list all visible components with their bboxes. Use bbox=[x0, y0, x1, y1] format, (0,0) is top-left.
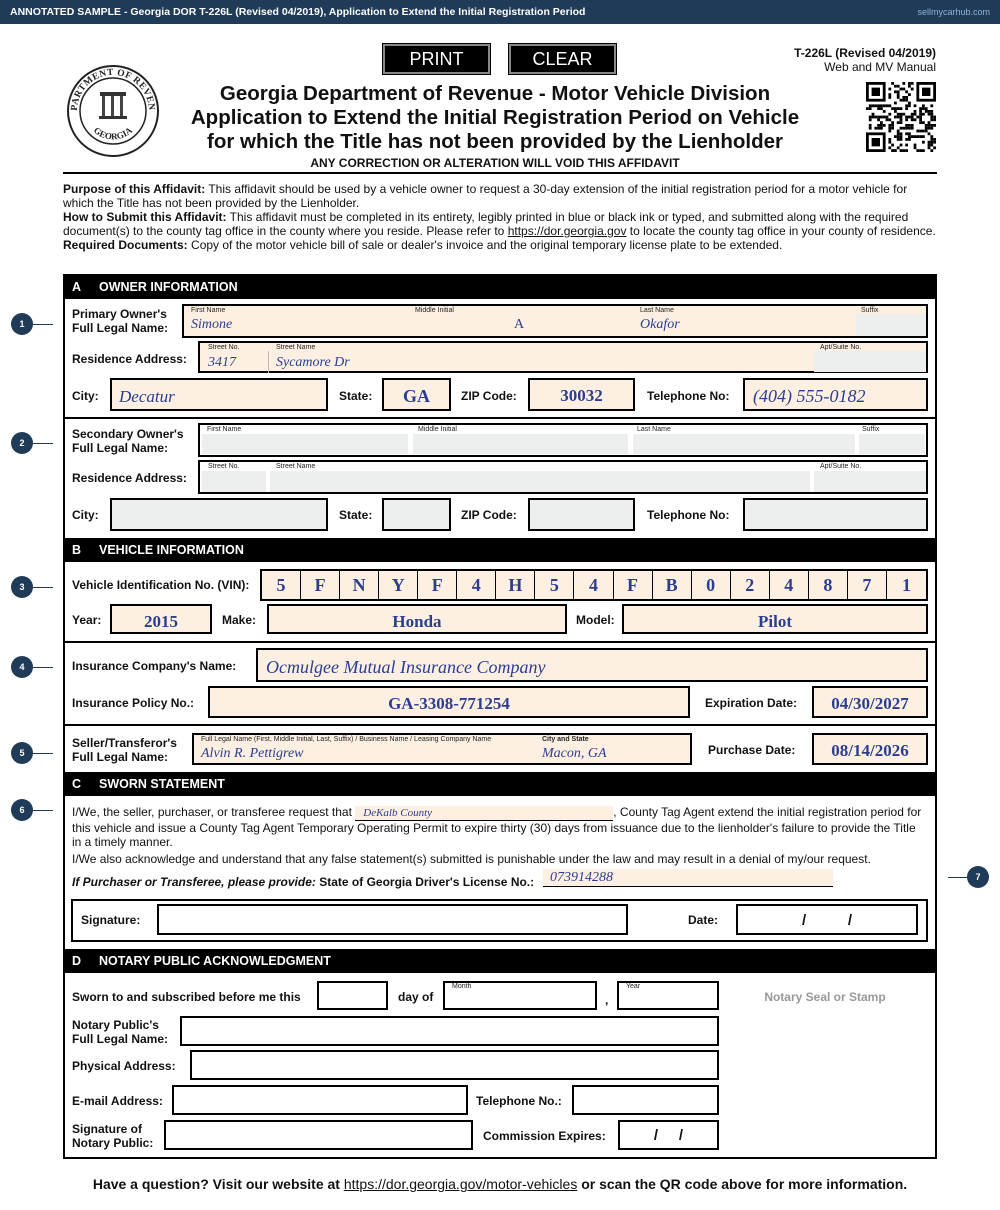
form-number: T-226L (Revised 04/2019) bbox=[794, 46, 936, 60]
commission-expires-label: Commission Expires: bbox=[483, 1129, 606, 1143]
insurance-policy-label: Insurance Policy No.: bbox=[72, 696, 195, 710]
secondary-state-label: State: bbox=[339, 508, 373, 522]
vin-character[interactable]: 4 bbox=[574, 571, 613, 599]
seller-name[interactable]: Alvin R. Pettigrew bbox=[201, 746, 304, 761]
vin-character[interactable]: H bbox=[496, 571, 535, 599]
docs-text: Copy of the motor vehicle bill of sale or dealer's invoice and the original temporary license plate to be extended. bbox=[187, 238, 783, 252]
purchase-date-field[interactable]: 08/14/2026 bbox=[812, 733, 928, 765]
svg-text:DEPARTMENT OF REVENUE: PARTMENT OF REVEN bbox=[69, 67, 157, 112]
motor-vehicles-link[interactable]: https://dor.georgia.gov/motor-vehicles bbox=[343, 1176, 578, 1192]
primary-state-field[interactable]: GA bbox=[382, 378, 451, 411]
primary-city-label: City: bbox=[72, 389, 99, 403]
primary-zip-label: ZIP Code: bbox=[461, 389, 517, 403]
secondary-telephone-field[interactable] bbox=[743, 498, 928, 531]
annotation-marker: 6 bbox=[11, 799, 33, 821]
svg-text:GEORGIA: GEORGIA bbox=[91, 125, 135, 142]
sworn-statement-text: I/We, the seller, purchaser, or transferee request that DeKalb County , County Tag Agent extend the initial registration period for this vehicle and issue a County Tag Agent Temporary Operating Permit to expire thirty (30) days from issuance due to the lienholder's failure to provide the Title in a timely manner. bbox=[72, 805, 922, 849]
section-d-header: D NOTARY PUBLIC ACKNOWLEDGMENT bbox=[63, 949, 937, 973]
annotation-marker: 3 bbox=[11, 576, 33, 598]
drivers-license-field[interactable]: 073914288 bbox=[543, 869, 833, 887]
clear-button[interactable]: CLEAR bbox=[509, 44, 616, 74]
divider bbox=[63, 724, 937, 726]
insurance-company-label: Insurance Company's Name: bbox=[72, 659, 237, 673]
model-field[interactable]: Pilot bbox=[622, 604, 928, 634]
primary-state-label: State: bbox=[339, 389, 373, 403]
expiration-date-label: Expiration Date: bbox=[705, 696, 798, 710]
expiration-date-field[interactable]: 04/30/2027 bbox=[812, 686, 928, 718]
primary-residence-label: Residence Address: bbox=[72, 352, 187, 366]
notary-seal-placeholder: Notary Seal or Stamp bbox=[764, 990, 886, 1004]
section-c-header: C SWORN STATEMENT bbox=[63, 772, 937, 796]
vin-field[interactable] bbox=[260, 569, 928, 601]
insurance-policy-field[interactable]: GA-3308-771254 bbox=[208, 686, 690, 718]
physical-address-label: Physical Address: bbox=[72, 1059, 176, 1073]
primary-apt-field[interactable] bbox=[814, 351, 926, 372]
intro-text bbox=[63, 182, 937, 252]
make-label: Make: bbox=[222, 613, 257, 627]
secondary-residence-field[interactable]: Street No. Street Name Apt/Suite No. bbox=[198, 460, 928, 494]
commission-expires-field[interactable]: / / bbox=[618, 1120, 719, 1150]
vin-character[interactable]: F bbox=[614, 571, 653, 599]
print-button[interactable]: PRINT bbox=[383, 44, 490, 74]
notary-telephone-label: Telephone No.: bbox=[476, 1094, 562, 1108]
email-label: E-mail Address: bbox=[72, 1094, 163, 1108]
secondary-zip-field[interactable] bbox=[528, 498, 635, 531]
acknowledgement-text: I/We also acknowledge and understand that any false statement(s) submitted is punishable under the law and may result in a denial of my/our request. bbox=[72, 852, 871, 866]
primary-city-field[interactable]: Decatur bbox=[110, 378, 328, 411]
submit-label: How to Submit this Affidavit: bbox=[63, 210, 227, 224]
vin-label: Vehicle Identification No. (VIN): bbox=[72, 578, 250, 592]
physical-address-field[interactable] bbox=[190, 1050, 719, 1080]
primary-zip-field[interactable]: 30032 bbox=[528, 378, 635, 411]
secondary-city-label: City: bbox=[72, 508, 99, 522]
qr-code bbox=[866, 82, 936, 152]
notary-day-field[interactable] bbox=[317, 981, 388, 1010]
day-of-label: day of bbox=[398, 990, 434, 1004]
seller-city-state[interactable]: Macon, GA bbox=[542, 746, 607, 761]
model-label: Model: bbox=[576, 613, 615, 627]
sworn-subscribed-label: Sworn to and subscribed before me this bbox=[72, 990, 301, 1004]
notary-name-field[interactable] bbox=[180, 1016, 719, 1046]
primary-telephone-field[interactable]: (404) 555-0182 bbox=[743, 378, 928, 411]
year-label: Year: bbox=[72, 613, 102, 627]
notary-signature-label: Signature of Notary Public: bbox=[72, 1122, 154, 1150]
secondary-zip-label: ZIP Code: bbox=[461, 508, 517, 522]
vin-character[interactable]: 1 bbox=[901, 575, 911, 595]
banner-title: ANNOTATED SAMPLE - Georgia DOR T-226L (Revised 04/2019), Application to Extend the Initial Registration Period bbox=[10, 6, 586, 18]
primary-street-no[interactable]: 3417 bbox=[208, 355, 236, 370]
footer-help-text: Have a question? Visit our website at https://dor.georgia.gov/motor-vehicles or scan the QR code above for more information. bbox=[92, 1176, 908, 1192]
signature-field[interactable] bbox=[157, 904, 628, 935]
vin-character[interactable]: F bbox=[418, 571, 457, 599]
submit-text: This affidavit must be completed in its entirety, legibly printed in blue or black ink or typed, and submitted along with the required document(s) to the county tag office in the county where you reside. Please refer to bbox=[63, 210, 909, 238]
annotation-marker: 1 bbox=[11, 313, 33, 335]
secondary-residence-label: Residence Address: bbox=[72, 471, 187, 485]
divider bbox=[63, 641, 937, 643]
date-label: Date: bbox=[688, 913, 719, 927]
form-subtitle: Web and MV Manual bbox=[824, 60, 936, 74]
vin-character[interactable]: 7 bbox=[848, 571, 887, 599]
vin-character[interactable]: 5 bbox=[262, 571, 301, 599]
primary-residence-field[interactable]: Street No. Street Name Apt/Suite No. 3417 Sycamore Dr bbox=[198, 341, 928, 373]
seller-label: Seller/Transferor's Full Legal Name: bbox=[72, 736, 177, 764]
banner-site-link[interactable]: sellmycarhub.com bbox=[917, 7, 990, 17]
secondary-telephone-label: Telephone No: bbox=[647, 508, 730, 522]
vin-character[interactable]: 2 bbox=[731, 571, 770, 599]
email-field[interactable] bbox=[172, 1085, 468, 1115]
primary-owner-name-field[interactable]: First Name Middle Initial Last Name Suffix Simone A Okafor bbox=[182, 304, 928, 338]
vin-character[interactable]: B bbox=[653, 571, 692, 599]
vin-character[interactable]: Y bbox=[379, 571, 418, 599]
vin-character[interactable]: 4 bbox=[457, 571, 496, 599]
secondary-owner-label: Secondary Owner's Full Legal Name: bbox=[72, 427, 184, 455]
secondary-state-field[interactable] bbox=[382, 498, 451, 531]
form-title-line-2: Application to Extend the Initial Registration Period on Vehicle bbox=[190, 106, 800, 129]
purchase-date-label: Purchase Date: bbox=[708, 743, 796, 757]
primary-middle-initial[interactable]: A bbox=[513, 317, 525, 332]
make-field[interactable]: Honda bbox=[267, 604, 567, 634]
primary-last-name[interactable]: Okafor bbox=[640, 317, 680, 332]
form-title-line-3: for which the Title has not been provided by the Lienholder bbox=[207, 130, 783, 153]
vin-character[interactable]: F bbox=[301, 571, 340, 599]
primary-telephone-label: Telephone No: bbox=[647, 389, 730, 403]
notary-month-field[interactable]: Month bbox=[443, 981, 597, 1010]
date-field[interactable]: / / bbox=[736, 904, 918, 935]
vin-character[interactable]: 0 bbox=[692, 571, 731, 599]
submit-text-end: to locate the county tag office in your county of residence. bbox=[626, 224, 936, 238]
year-field[interactable]: 2015 bbox=[110, 604, 212, 634]
dor-website-link[interactable]: https://dor.georgia.gov bbox=[507, 224, 627, 238]
annotation-marker: 2 bbox=[11, 432, 33, 454]
vin-character[interactable]: 4 bbox=[770, 571, 809, 599]
vin-character[interactable]: 5 bbox=[535, 571, 574, 599]
secondary-owner-name-field[interactable]: First Name Middle Initial Last Name Suffix bbox=[198, 423, 928, 457]
section-b-header: B VEHICLE INFORMATION bbox=[63, 538, 937, 562]
notary-year-field[interactable]: Year bbox=[617, 981, 719, 1010]
section-a-header: A OWNER INFORMATION bbox=[63, 275, 937, 299]
comma: , bbox=[605, 993, 609, 1007]
annotation-marker: 5 bbox=[11, 742, 33, 764]
form-title-line-1: Georgia Department of Revenue - Motor Vehicle Division bbox=[219, 82, 771, 105]
void-warning: ANY CORRECTION OR ALTERATION WILL VOID THIS AFFIDAVIT bbox=[310, 156, 680, 170]
primary-first-name[interactable]: Simone bbox=[191, 317, 233, 332]
primary-owner-label: Primary Owner's Full Legal Name: bbox=[72, 307, 169, 335]
drivers-license-label: If Purchaser or Transferee, please provide: State of Georgia Driver's License No.: bbox=[72, 875, 535, 889]
docs-label: Required Documents: bbox=[63, 238, 188, 252]
primary-street-name[interactable]: Sycamore Dr bbox=[276, 355, 350, 370]
vin-character[interactable]: 8 bbox=[809, 571, 848, 599]
vin-character[interactable]: N bbox=[340, 571, 379, 599]
county-field[interactable]: DeKalb County bbox=[355, 806, 613, 821]
primary-suffix-field[interactable] bbox=[856, 314, 926, 336]
annotation-marker: 4 bbox=[11, 656, 33, 678]
department-seal-logo bbox=[66, 64, 160, 158]
signature-label: Signature: bbox=[81, 913, 141, 927]
annotation-marker: 7 bbox=[967, 866, 989, 888]
notary-signature-field[interactable] bbox=[164, 1120, 473, 1150]
header-divider bbox=[63, 172, 937, 174]
divider bbox=[63, 417, 937, 419]
insurance-company-field[interactable]: Ocmulgee Mutual Insurance Company bbox=[256, 648, 928, 682]
seller-name-field[interactable]: Full Legal Name (First, Middle Initial, Last, Suffix) / Business Name / Leasing Company Name City and State Alvin R. Pettigrew Macon, GA bbox=[192, 733, 692, 765]
notary-telephone-field[interactable] bbox=[572, 1085, 719, 1115]
purpose-text: This affidavit should be used by a vehicle owner to request a 30-day extension of the initial registration period for a motor vehicle for which the Title has not been provided by the Lienholder. bbox=[63, 182, 908, 210]
notary-name-label: Notary Public's Full Legal Name: bbox=[72, 1018, 169, 1046]
secondary-city-field[interactable] bbox=[110, 498, 328, 531]
purpose-label: Purpose of this Affidavit: bbox=[63, 182, 206, 196]
